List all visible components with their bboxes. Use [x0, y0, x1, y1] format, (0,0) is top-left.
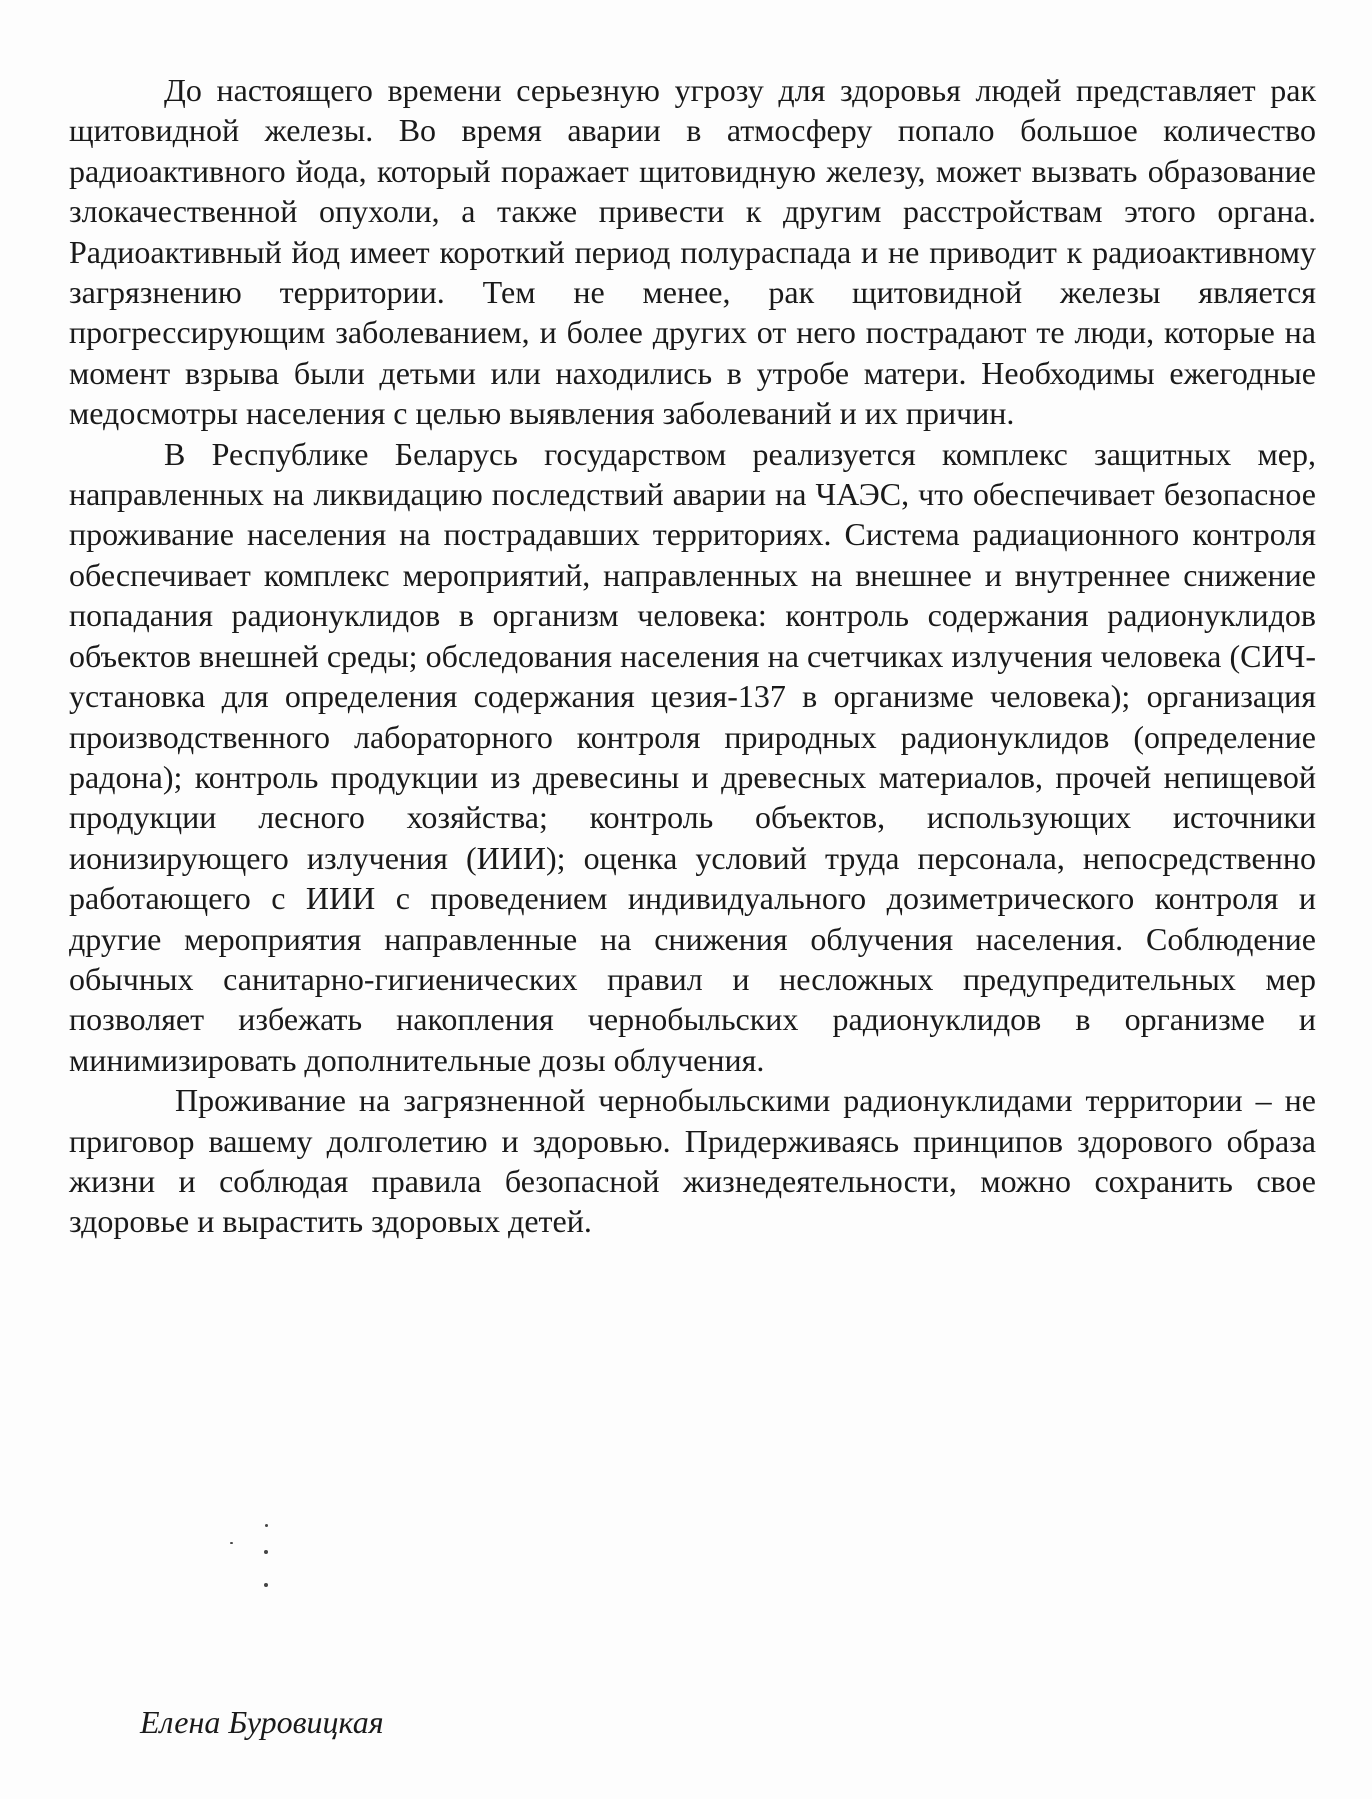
paragraph-healthy-living: Проживание на загрязненной чернобыльскими радионуклидами территории – не приговор вашему долголетию и здоровью. Придерживаясь принципов здорового образа жизни и соблюдая правила безопасной жизнедеятельности, можно сохранить свое здоровье и вырастить здоровых детей.	[69, 1082, 1316, 1240]
scan-speck	[230, 1542, 233, 1544]
paragraph-thyroid-cancer: До настоящего времени серьезную угрозу для здоровья людей представляет рак щитовидной железы. Во время аварии в атмосферу попало большое количество радиоактивного йода, который поражает щитовидную железу, может вызвать образование злокачественной опухоли, а также привести к другим расстройствам этого органа. Радиоактивный йод имеет короткий период полураспада и не приводит к радиоактивному загрязнению территории. Тем не менее, рак щитовидной железы является прогрессирующим заболеванием, и более других от него пострадают те люди, которые на момент взрыва были детьми или находились в утробе матери. Необходимы ежегодные медосмотры населения с целью выявления заболеваний и их причин.	[69, 72, 1316, 432]
document-body	[69, 70, 1316, 1242]
paragraph-protective-measures: В Республике Беларусь государством реализуется комплекс защитных мер, направленных на ликвидацию последствий аварии на ЧАЭС, что обеспечивает безопасное проживание населения на пострадавших территориях. Система радиационного контроля обеспечивает комплекс мероприятий, направленных на внешнее и внутреннее снижение попадания радионуклидов в организм человека: контроль содержания радионуклидов объектов внешней среды; обследования населения на счетчиках излучения человека (СИЧ-установка для определения содержания цезия-137 в организме человека); организация производственного лабораторного контроля природных радионуклидов (определение радона); контроль продукции из древесины и древесных материалов, прочей непищевой продукции лесного хозяйства; контроль объектов, использующих источники ионизирующего излучения (ИИИ); оценка условий труда персонала, непосредственно работающего с ИИИ с проведением индивидуального дозиметрического контроля и другие мероприятия направленные на снижения облучения населения. Соблюдение обычных санитарно-гигиенических правил и несложных предупредительных мер позволяет избежать накопления чернобыльских радионуклидов в организме и минимизировать дополнительные дозы облучения.	[69, 435, 1316, 1078]
scan-speck	[264, 1550, 268, 1554]
scan-speck	[265, 1524, 268, 1527]
scan-speck	[264, 1583, 268, 1587]
author-signature: Елена Буровицкая	[140, 1704, 384, 1740]
